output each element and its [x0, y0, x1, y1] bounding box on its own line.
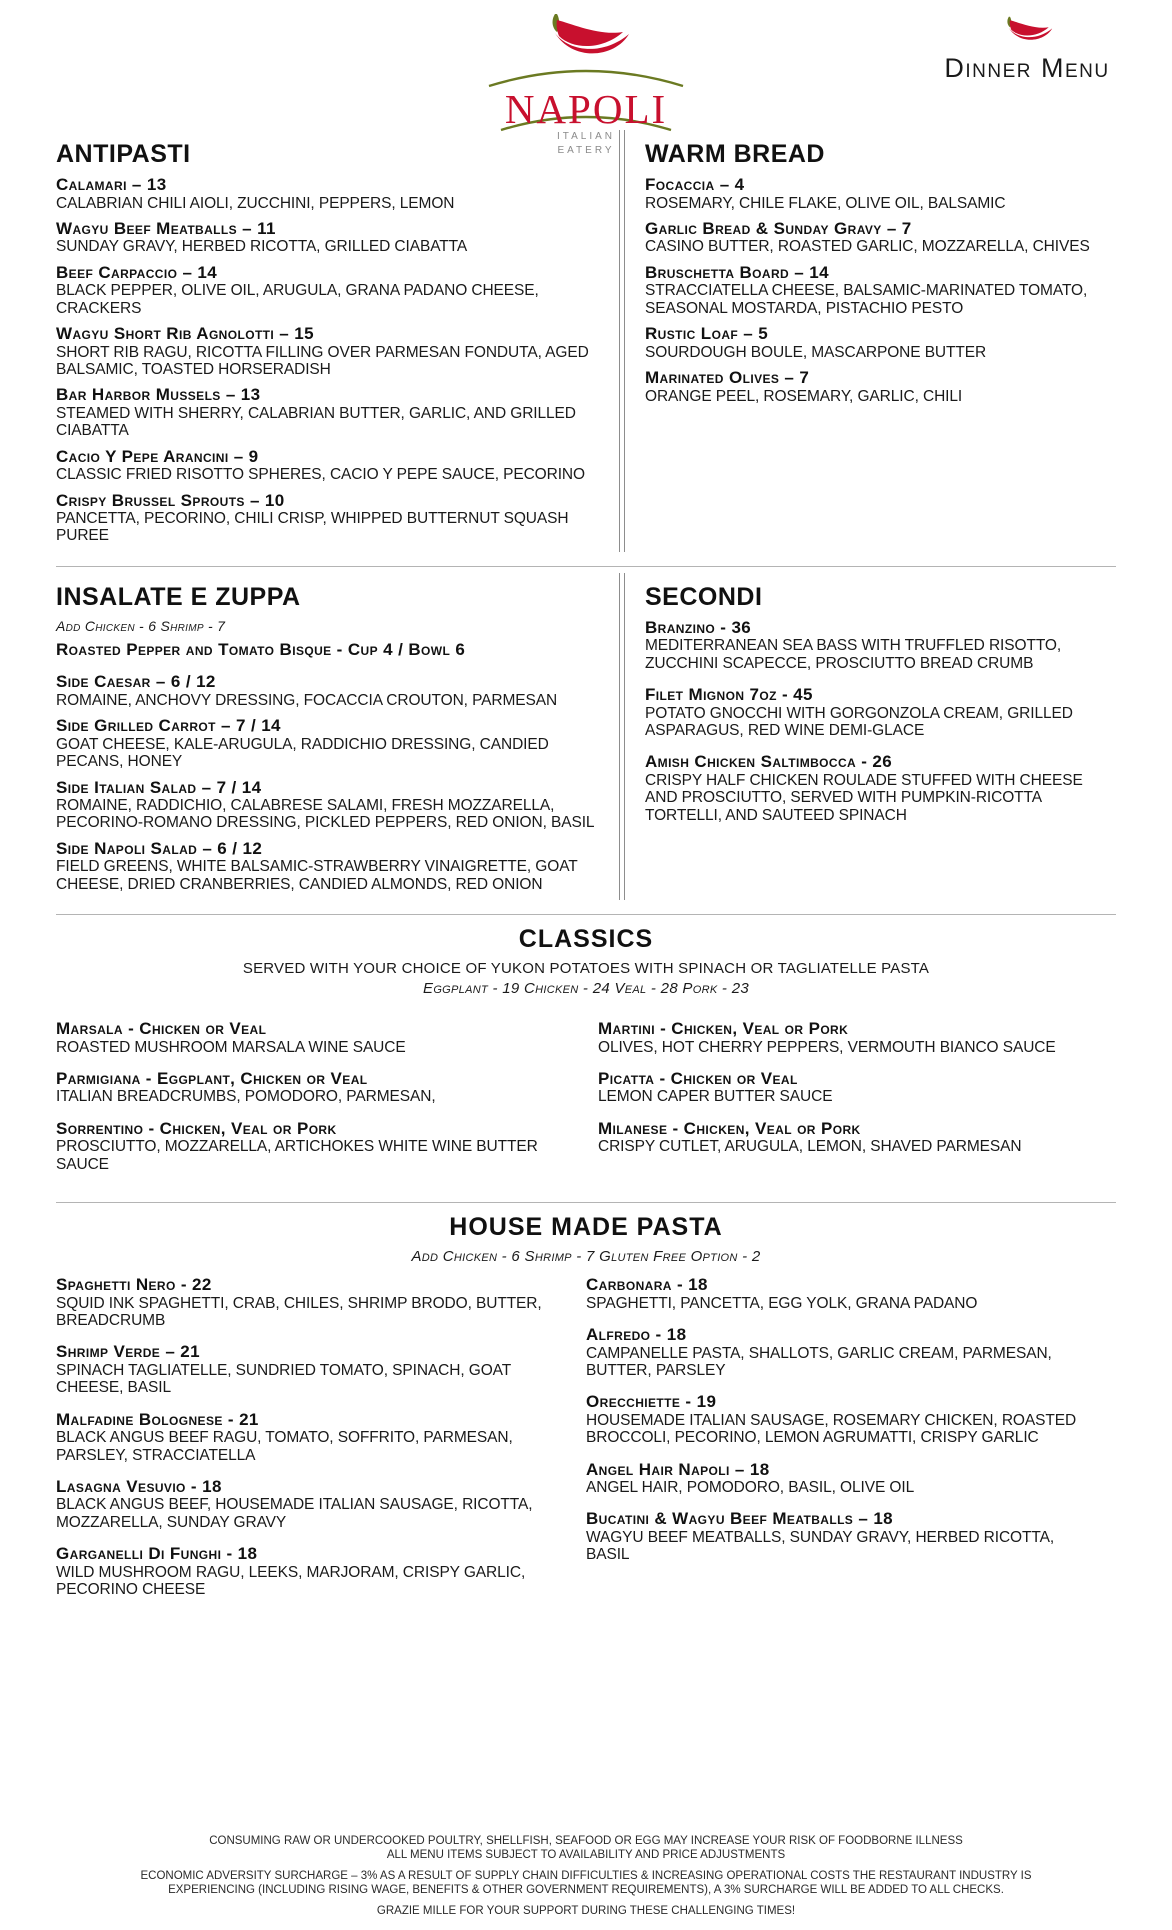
menu-item	[645, 175, 1116, 212]
item-description: CRISPY CUTLET, ARUGULA, LEMON, SHAVED PARMESAN	[598, 1138, 1022, 1156]
item-name: Roasted Pepper and Tomato Bisque - Cup 4 / Bowl 6	[56, 639, 466, 659]
footer-line-3: ECONOMIC ADVERSITY SURCHARGE – 3% AS A RESULT OF SUPPLY CHAIN DIFFICULTIES & INCREASING OPERATIONAL COSTS THE RESTAURANT INDUSTRY IS	[140, 1869, 1032, 1882]
item-description: GOAT CHEESE, KALE-ARUGULA, RADDICHIO DRESSING, CANDIED PECANS, HONEY	[56, 735, 549, 771]
page-title	[902, 53, 1152, 84]
menu-item	[645, 752, 1116, 824]
menu-item	[56, 1119, 574, 1173]
item-name: Picatta - Chicken or Veal	[598, 1068, 798, 1088]
menu-item	[586, 1392, 1100, 1446]
item-description: SPINACH TAGLIATELLE, SUNDRIED TOMATO, SPINACH, GOAT CHEESE, BASIL	[56, 1361, 511, 1397]
item-name: Parmigiana - Eggplant, Chicken or Veal	[56, 1068, 368, 1088]
section-title-pasta: HOUSE MADE PASTA	[449, 1213, 723, 1242]
item-name: Filet Mignon 7oz - 45	[645, 685, 813, 705]
menu-item	[56, 175, 597, 212]
item-description: PROSCIUTTO, MOZZARELLA, ARTICHOKES WHITE WINE BUTTER SAUCE	[56, 1138, 538, 1173]
item-description: ROMAINE, RADDICHIO, CALABRESE SALAMI, FRESH MOZZARELLA, PECORINO-ROMANO DRESSING, PICKLED PEPPERS, RED ONION, BASIL	[56, 797, 595, 832]
item-name: Bruschetta Board – 14	[645, 262, 829, 282]
item-description: HOUSEMADE ITALIAN SAUSAGE, ROSEMARY CHICKEN, ROASTED BROCCOLI, PECORINO, LEMON AGRUMATTI, CRISPY GARLIC	[586, 1411, 1077, 1447]
item-name: Carbonara - 18	[586, 1275, 708, 1295]
menu-item	[56, 1477, 570, 1531]
item-description: BLACK ANGUS BEEF RAGU, TOMATO, SOFFRITO, PARMESAN, PARSLEY, STRACCIATELLA	[56, 1429, 513, 1464]
pasta-column-left	[56, 1275, 586, 1605]
column-insalate	[56, 573, 609, 900]
item-name: Branzino - 36	[645, 617, 752, 637]
menu-item	[56, 324, 597, 378]
menu-item	[586, 1275, 1100, 1312]
item-name: Alfredo - 18	[586, 1325, 687, 1345]
item-description: BLACK ANGUS BEEF, HOUSEMADE ITALIAN SAUSAGE, RICOTTA, MOZZARELLA, SUNDAY GRAVY	[56, 1496, 533, 1531]
menu-item	[645, 263, 1116, 317]
item-description: SPAGHETTI, PANCETTA, EGG YOLK, GRANA PADANO	[586, 1294, 978, 1312]
menu-item	[645, 368, 1116, 405]
dinner-menu-header	[902, 12, 1152, 84]
menu-item	[56, 1410, 570, 1464]
menu-item	[56, 1069, 574, 1106]
menu-item	[645, 685, 1116, 739]
warm-bread-items	[645, 175, 1116, 405]
item-description: POTATO GNOCCHI WITH GORGONZOLA CREAM, GRILLED ASPARAGUS, RED WINE DEMI-GLACE	[645, 704, 1073, 739]
item-name: Rustic Loaf – 5	[645, 324, 769, 344]
section-antipasti-warmbread	[0, 130, 1172, 552]
column-divider	[619, 573, 625, 900]
item-description: OLIVES, HOT CHERRY PEPPERS, VERMOUTH BIANCO SAUCE	[598, 1038, 1056, 1056]
section-title-warm-bread: WARM BREAD	[645, 140, 825, 168]
footer-line-5: GRAZIE MILLE FOR YOUR SUPPORT DURING THESE CHALLENGING TIMES!	[376, 1904, 796, 1917]
brand-name: NAPOLI	[504, 86, 668, 132]
column-warm-bread	[635, 130, 1116, 552]
footer-line-4: EXPERIENCING (INCLUDING RISING WAGE, BENEFITS & OTHER GOVERNMENT REQUIREMENTS), A 3% SURCHARGE WILL BE ADDED TO ALL CHECKS.	[168, 1883, 1004, 1896]
item-description: ROSEMARY, CHILE FLAKE, OLIVE OIL, BALSAMIC	[645, 194, 1006, 212]
section-divider	[56, 1202, 1116, 1203]
item-description: ORANGE PEEL, ROSEMARY, GARLIC, CHILI	[645, 387, 963, 405]
item-description: MEDITERRANEAN SEA BASS WITH TRUFFLED RISOTTO, ZUCCHINI SCAPECCE, PROSCIUTTO BREAD CRUMB	[645, 637, 1062, 672]
section-classics	[0, 925, 1172, 1180]
item-name: Sorrentino - Chicken, Veal or Pork	[56, 1118, 337, 1138]
section-insalate-secondi	[0, 573, 1172, 900]
menu-item	[645, 324, 1116, 361]
item-description: BLACK PEPPER, OLIVE OIL, ARUGULA, GRANA PADANO CHEESE, CRACKERS	[56, 282, 539, 317]
footer-line-2: ALL MENU ITEMS SUBJECT TO AVAILABILITY AND PRICE ADJUSTMENTS	[386, 1848, 786, 1861]
menu-item	[56, 640, 597, 660]
item-description: PANCETTA, PECORINO, CHILI CRISP, WHIPPED BUTTERNUT SQUASH PUREE	[56, 510, 569, 545]
item-name: Spaghetti Nero - 22	[56, 1275, 212, 1295]
chili-pepper-icon	[511, 6, 661, 64]
menu-item	[598, 1069, 1116, 1106]
section-pasta	[0, 1213, 1172, 1605]
item-name: Martini - Chicken, Veal or Pork	[598, 1019, 849, 1039]
item-description: WILD MUSHROOM RAGU, LEEKS, MARJORAM, CRISPY GARLIC, PECORINO CHEESE	[56, 1563, 526, 1599]
menu-item	[645, 219, 1116, 256]
insalate-items	[56, 640, 597, 893]
chili-pepper-icon-small	[982, 12, 1072, 46]
menu-item	[56, 1342, 570, 1396]
section-title-antipasti: ANTIPASTI	[56, 140, 191, 168]
insalate-addons: Add Chicken - 6 Shrimp - 7	[56, 617, 226, 634]
item-description: ROASTED MUSHROOM MARSALA WINE SAUCE	[56, 1038, 406, 1056]
item-name: Marsala - Chicken or Veal	[56, 1019, 267, 1039]
item-name: Side Grilled Carrot – 7 / 14	[56, 716, 281, 736]
item-name: Side Napoli Salad – 6 / 12	[56, 838, 263, 858]
menu-item	[56, 778, 597, 832]
item-description: SQUID INK SPAGHETTI, CRAB, CHILES, SHRIMP BRODO, BUTTER, BREADCRUMB	[56, 1294, 542, 1330]
item-description: LEMON CAPER BUTTER SAUCE	[598, 1088, 833, 1106]
item-name: Side Italian Salad – 7 / 14	[56, 777, 262, 797]
menu-item	[56, 1019, 574, 1056]
item-name: Bucatini & Wagyu Beef Meatballs – 18	[586, 1509, 894, 1529]
item-description: STRACCIATELLA CHEESE, BALSAMIC-MARINATED TOMATO, SEASONAL MOSTARDA, PISTACHIO PESTO	[645, 282, 1088, 317]
column-divider	[619, 130, 625, 552]
menu-item	[56, 672, 597, 709]
item-description: SHORT RIB RAGU, RICOTTA FILLING OVER PARMESAN FONDUTA, AGED BALSAMIC, TOASTED HORSERADISH	[56, 343, 589, 378]
menu-item	[56, 447, 597, 484]
footer-line-1: CONSUMING RAW OR UNDERCOOKED POULTRY, SHELLFISH, SEAFOOD OR EGG MAY INCREASE YOUR RISK OF FOODBORNE ILLNESS	[209, 1834, 963, 1847]
item-name: Malfadine Bolognese - 21	[56, 1409, 259, 1429]
item-name: Garlic Bread & Sunday Gravy – 7	[645, 218, 912, 238]
menu-item	[56, 263, 597, 317]
item-description: CALABRIAN CHILI AIOLI, ZUCCHINI, PEPPERS, LEMON	[56, 194, 455, 212]
classics-column-right	[598, 1019, 1116, 1180]
menu-footer	[0, 1834, 1172, 1918]
item-name: Calamari – 13	[56, 175, 167, 194]
pasta-items	[0, 1275, 1172, 1605]
menu-item	[586, 1325, 1100, 1379]
item-name: Angel Hair Napoli – 18	[586, 1459, 770, 1479]
menu-item	[598, 1119, 1116, 1156]
classics-prices: Eggplant - 19 Chicken - 24 Veal - 28 Pork - 23	[423, 980, 749, 998]
section-divider	[56, 914, 1116, 915]
item-name: Beef Carpaccio – 14	[56, 262, 218, 282]
item-description: CASINO BUTTER, ROASTED GARLIC, MOZZARELLA, CHIVES	[645, 238, 1090, 256]
antipasti-items	[56, 175, 597, 545]
item-name: Focaccia – 4	[645, 175, 745, 194]
menu-item	[56, 491, 597, 545]
item-description: SOURDOUGH BOULE, MASCARPONE BUTTER	[645, 343, 987, 361]
item-description: FIELD GREENS, WHITE BALSAMIC-STRAWBERRY VINAIGRETTE, GOAT CHEESE, DRIED CRANBERRIES, CANDIED ALMONDS, RED ONION	[56, 858, 578, 893]
section-title-secondi: SECONDI	[645, 582, 763, 611]
menu-item	[56, 219, 597, 256]
brand-tagline-line1: ITALIAN	[556, 130, 616, 142]
item-name: Amish Chicken Saltimbocca - 26	[645, 752, 893, 772]
item-description: STEAMED WITH SHERRY, CALABRIAN BUTTER, GARLIC, AND GRILLED CIABATTA	[56, 404, 576, 440]
classics-note: SERVED WITH YOUR CHOICE OF YUKON POTATOES WITH SPINACH OR TAGLIATELLE PASTA	[242, 960, 930, 978]
menu-item	[586, 1460, 1100, 1497]
menu-item	[56, 1275, 570, 1329]
item-description: CLASSIC FRIED RISOTTO SPHERES, CACIO Y PEPE SAUCE, PECORINO	[56, 466, 585, 484]
secondi-items	[645, 618, 1116, 824]
item-description: CAMPANELLE PASTA, SHALLOTS, GARLIC CREAM, PARMESAN, BUTTER, PARSLEY	[586, 1344, 1052, 1379]
item-name: Marinated Olives – 7	[645, 367, 810, 387]
pasta-column-right	[586, 1275, 1116, 1605]
menu-item	[56, 716, 597, 770]
item-name: Wagyu Short Rib Agnolotti – 15	[56, 324, 314, 344]
section-title-insalate: INSALATE E ZUPPA	[56, 582, 301, 611]
item-description: WAGYU BEEF MEATBALLS, SUNDAY GRAVY, HERBED RICOTTA, BASIL	[586, 1529, 1055, 1564]
menu-item	[56, 1544, 570, 1598]
item-name: Milanese - Chicken, Veal or Pork	[598, 1118, 861, 1138]
section-divider	[56, 566, 1116, 567]
item-name: Crispy Brussel Sprouts – 10	[56, 490, 285, 510]
item-description: ANGEL HAIR, POMODORO, BASIL, OLIVE OIL	[586, 1479, 915, 1497]
brand-tagline-line2: EATERY	[557, 145, 615, 157]
item-description: CRISPY HALF CHICKEN ROULADE STUFFED WITH CHEESE AND PROSCIUTTO, SERVED WITH PUMPKIN-RICOTTA TORTELLI, AND SAUTEED SPINACH	[645, 771, 1083, 824]
item-name: Side Caesar – 6 / 12	[56, 672, 216, 692]
menu-item	[645, 618, 1116, 672]
column-secondi	[635, 573, 1116, 900]
classics-column-left	[56, 1019, 584, 1180]
item-description: SUNDAY GRAVY, HERBED RICOTTA, GRILLED CIABATTA	[56, 238, 468, 256]
item-name: Bar Harbor Mussels – 13	[56, 385, 261, 405]
section-title-classics: CLASSICS	[518, 925, 654, 954]
brand-logo	[471, 6, 701, 158]
menu-item	[56, 385, 597, 439]
item-name: Lasagna Vesuvio - 18	[56, 1476, 222, 1496]
column-antipasti	[56, 130, 609, 552]
classics-items	[0, 1019, 1172, 1180]
menu-item	[586, 1509, 1100, 1563]
item-name: Shrimp Verde – 21	[56, 1342, 201, 1362]
menu-item	[56, 839, 597, 893]
item-description: ITALIAN BREADCRUMBS, POMODORO, PARMESAN,	[56, 1088, 436, 1106]
page-title-text: Dinner Menu	[944, 53, 1110, 83]
item-name: Garganelli Di Funghi - 18	[56, 1544, 258, 1564]
item-name: Cacio Y Pepe Arancini – 9	[56, 446, 259, 466]
menu-item	[598, 1019, 1116, 1056]
pasta-addons: Add Chicken - 6 Shrimp - 7 Gluten Free Option - 2	[411, 1248, 761, 1266]
item-name: Wagyu Beef Meatballs – 11	[56, 218, 276, 238]
item-description: ROMAINE, ANCHOVY DRESSING, FOCACCIA CROUTON, PARMESAN	[56, 691, 558, 709]
item-name: Orecchiette - 19	[586, 1392, 717, 1412]
